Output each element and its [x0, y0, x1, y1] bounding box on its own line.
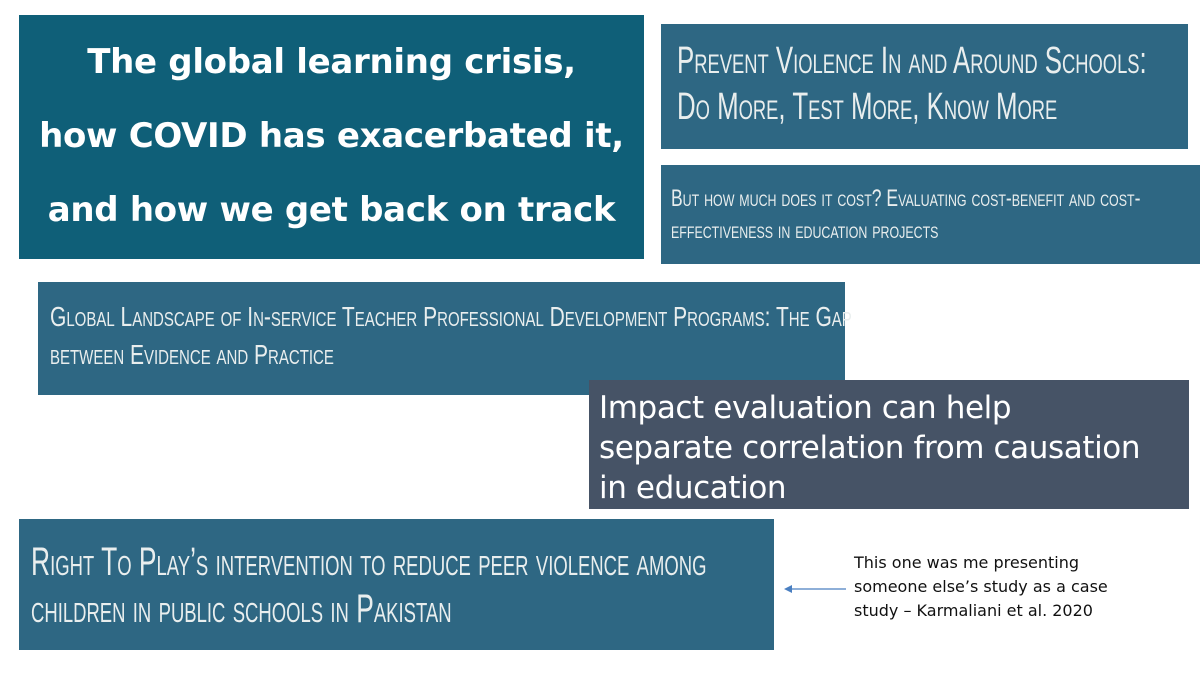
- arrow-left-icon: [784, 582, 848, 596]
- teacher-pd-title-card: [38, 282, 852, 395]
- annotation-line-1: This one was me presenting: [854, 553, 1080, 572]
- right-to-play-line-2: children in public schools in Pakistan: [31, 587, 452, 631]
- violence-line-2: Do More, Test More, Know More: [677, 86, 1058, 128]
- violence-title-card: [661, 24, 1188, 149]
- right-to-play-title-card: [19, 519, 774, 650]
- learning-crisis-line-3: and how we get back on track: [47, 190, 616, 230]
- impact-eval-line-3: in education: [599, 470, 787, 506]
- teacher-pd-line-1: Global Landscape of In-service Teacher Professional Development Programs: The Gap: [50, 301, 852, 332]
- annotation-line-3: study – Karmaliani et al. 2020: [854, 601, 1093, 620]
- violence-line-1: Prevent Violence In and Around Schools:: [677, 40, 1147, 82]
- cost-title-card: [661, 165, 1200, 264]
- impact-eval-line-1: Impact evaluation can help: [599, 390, 1012, 426]
- cost-line-1: But how much does it cost? Evaluating cost-benefit and cost-: [671, 185, 1141, 212]
- annotation-note: [854, 551, 1184, 623]
- learning-crisis-title-card: [19, 15, 644, 259]
- impact-evaluation-title-card: [589, 380, 1189, 509]
- impact-eval-line-2: separate correlation from causation: [599, 430, 1141, 466]
- learning-crisis-line-2: how COVID has exacerbated it,: [39, 116, 624, 156]
- learning-crisis-line-1: The global learning crisis,: [87, 42, 576, 82]
- cost-line-2: effectiveness in education projects: [671, 217, 939, 244]
- annotation-line-2: someone else’s study as a case: [854, 577, 1108, 596]
- teacher-pd-line-2: between Evidence and Practice: [50, 339, 334, 370]
- right-to-play-line-1: Right To Play’s intervention to reduce peer violence among: [31, 540, 707, 584]
